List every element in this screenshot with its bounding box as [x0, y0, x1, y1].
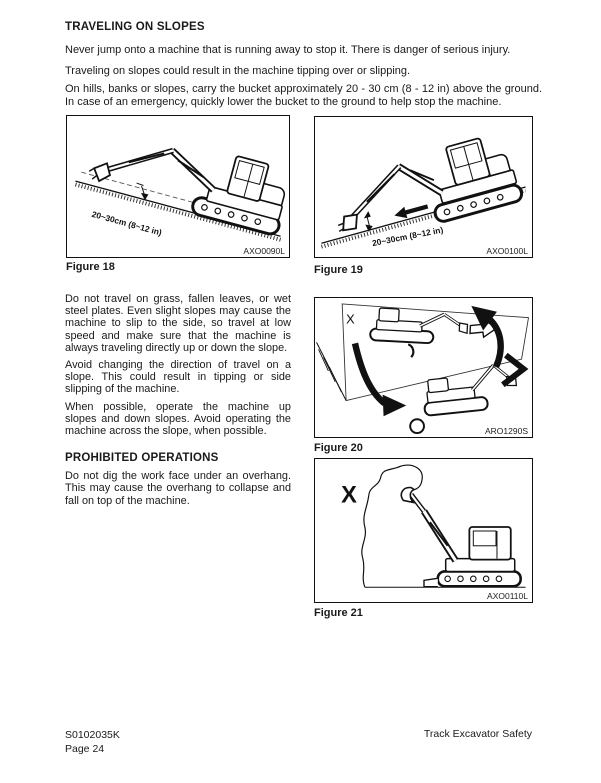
figure-code: AXO0100L: [486, 246, 528, 256]
figure-19-frame: [314, 116, 533, 258]
cab: [379, 308, 399, 322]
footer-doc-code: S0102035K: [65, 729, 120, 741]
figure-21-frame: [314, 458, 533, 603]
excavator-uphill-slope-illustration: [315, 117, 532, 257]
cab: [428, 378, 449, 393]
excavator-body: [191, 148, 289, 236]
paragraph-operate-up-down: When possible, operate the machine up slopes and down slopes. Avoid operating the machine across the slope, when possible.: [65, 400, 291, 438]
dozer-blade: [424, 578, 438, 586]
correct-path-arrow: [355, 343, 385, 403]
overhang-cliff-face: [362, 466, 401, 587]
correct-path-arrowhead: [383, 395, 407, 417]
slope-distance-label: 20~30cm (8~12 in): [371, 224, 444, 249]
left-text-column: [65, 293, 291, 512]
figure-code: AXO0110L: [487, 591, 528, 601]
prohibited-x-mark: X: [346, 311, 355, 327]
boom-arm: [338, 166, 442, 231]
bucket: [94, 163, 110, 181]
section-heading-traveling-on-slopes: TRAVELING ON SLOPES: [65, 21, 205, 33]
figure-caption: Figure 19: [314, 264, 363, 276]
turn-arc-mark: [408, 344, 413, 357]
figure-19: [314, 116, 533, 276]
paragraph-avoid-changing-direction: Avoid changing the direction of travel on a slope. This could result in tipping or side slipping of the machine.: [65, 359, 291, 396]
figure-code: ARO1290S: [485, 426, 528, 436]
slope-distance-label: 20~30cm (8~12 in): [90, 208, 163, 238]
paragraph-carry-bucket: On hills, banks or slopes, carry the bucket approximately 20 - 30 cm (8 - 12 in) above the ground. In case of an emergency, quickly lower the bucket to the ground to help stop the machine.: [65, 83, 542, 108]
figure-caption: Figure 18: [66, 261, 115, 273]
overhang-nose: [401, 465, 422, 490]
figure-18-frame: [66, 115, 290, 258]
digging-under-overhang-illustration: [315, 459, 532, 602]
figure-code: AXO0090L: [243, 246, 285, 256]
excavator-body: [419, 131, 523, 223]
figure-20-frame: [314, 297, 533, 438]
figure-20: [314, 297, 533, 454]
slope-travel-topview-illustration: [315, 298, 532, 437]
bucket: [459, 323, 467, 333]
footer-left: [65, 728, 120, 756]
figure-21: [314, 458, 533, 619]
footer-page-number: Page 24: [65, 743, 105, 755]
figure-18: [66, 115, 290, 273]
boom-arm: [401, 488, 455, 561]
figure-caption: Figure 21: [314, 607, 363, 619]
footer-section-title: Track Excavator Safety: [423, 728, 532, 740]
allowed-circle-mark: [410, 419, 424, 433]
section-heading-prohibited-operations: PROHIBITED OPERATIONS: [65, 452, 219, 465]
paragraph-do-not-travel-grass: Do not travel on grass, fallen leaves, or wet steel plates. Even slight slopes may cause the machine to slip to the side, so travel at low speed and make sure that the machine is always traveling directly up or down the slope.: [65, 293, 291, 354]
platform: [446, 559, 515, 572]
paragraph-tipping: Traveling on slopes could result in the machine tipping over or slipping.: [65, 65, 411, 77]
figure-caption: Figure 20: [314, 442, 363, 454]
paragraph-do-not-dig-overhang: Do not dig the work face under an overhang. This may cause the overhang to collapse and fall on top of the machine.: [65, 470, 291, 507]
bucket: [343, 215, 357, 231]
cab-window: [473, 531, 496, 546]
paragraph-never-jump: Never jump onto a machine that is running away to stop it. There is danger of serious injury.: [65, 44, 511, 56]
prohibited-x-mark: X: [341, 482, 357, 509]
excavator-downhill-slope-illustration: [67, 116, 289, 257]
height-tick-arrow: [364, 211, 373, 232]
boom-arm: [89, 151, 213, 190]
